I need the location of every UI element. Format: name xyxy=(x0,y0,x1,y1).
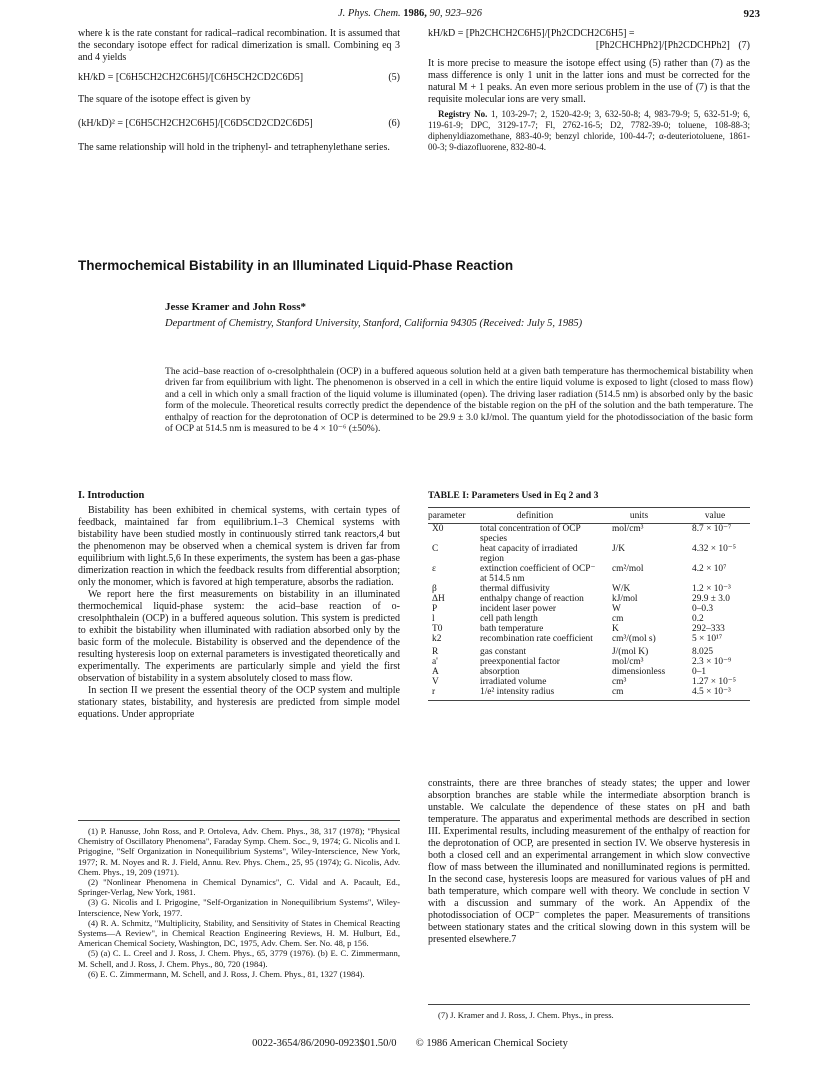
table-cell: gas constant xyxy=(480,647,527,657)
table-cell: β xyxy=(432,584,437,594)
paragraph: Bistability has been exhibited in chemical systems, with certain types of feedback, maintained far from equilibrium.1–3 Chemical systems with bistability have been studied mostly in continuously stirred tank reactors,4 but the phenomenon may be observed when a chemical system is driven far from equilibrium with light.5,6 In these experiments, the system has been a gas-phase dimerization reaction in which the feedback results from differential absorption; only the monomer, which is favored at high temperature, absorbs the radiation. xyxy=(78,505,400,588)
table-cell: heat capacity of irradiated region xyxy=(480,544,578,564)
table-row xyxy=(428,687,750,697)
table-cell: absorption xyxy=(480,667,520,677)
table-cell: incident laser power xyxy=(480,604,557,614)
table-cell: cm³ xyxy=(612,677,627,687)
paragraph: The square of the isotope effect is given by xyxy=(78,94,251,105)
equation-7-line-1: kH/kD = [Ph2CHCH2C6H5]/[Ph2CDCH2C6H5] = xyxy=(428,28,635,39)
table-row xyxy=(428,624,750,634)
table-cell: 29.9 ± 3.0 xyxy=(692,594,730,604)
table-cell: 1.27 × 10⁻⁵ xyxy=(692,677,736,687)
table-cell: irradiated volume xyxy=(480,677,547,687)
table-header-row xyxy=(428,511,750,521)
table-cell: recombination rate coefficient xyxy=(480,634,593,644)
equation-7-line-2 xyxy=(428,40,750,52)
table-cell: 2.3 × 10⁻⁹ xyxy=(692,657,732,667)
table-cell: 1/e² intensity radius xyxy=(480,687,555,697)
footnotes-left xyxy=(78,826,400,979)
column-header: parameter xyxy=(428,511,466,521)
footnote: (1) P. Hanusse, John Ross, and P. Ortoleva, Adv. Chem. Phys., 38, 317 (1978); "Physical Chemistry of Oscillatory Phenomena", Faraday Symp. Chem. Soc., 9, 1974; G. Nicolis and I. Prigogine, "Self Organization in Nonequilibrium Systems", Wiley-Interscience, New York, 1977; R. M. Noyes and R. J. Field, Annu. Rev. Phys. Chem., 25, 95 (1974); G. Nicolis, Adv. Chem. Phys., 19, 209 (1971). xyxy=(78,826,400,877)
table-cell: J/K xyxy=(612,544,626,554)
table-cell: ε xyxy=(432,564,436,574)
page-footer xyxy=(0,1038,820,1049)
table-cell: ΔH xyxy=(432,594,445,604)
article-authors: Jesse Kramer and John Ross* xyxy=(165,301,306,313)
table-row xyxy=(428,524,750,544)
column-header: value xyxy=(704,511,726,521)
table-cell: r xyxy=(432,687,436,697)
table-cell: 1.2 × 10⁻³ xyxy=(692,584,731,594)
table-row xyxy=(428,544,750,564)
table-row xyxy=(428,614,750,624)
table-cell: K xyxy=(612,624,619,634)
footnote: (3) G. Nicolis and I. Prigogine, "Self-Organization in Nonequilibrium Systems", Wiley-Interscience, New York, 1977. xyxy=(78,897,400,918)
footnote: (2) "Nonlinear Phenomena in Chemical Dynamics", C. Vidal and A. Pacault, Ed., Springer-Verlag, New York, 1981. xyxy=(78,877,400,898)
table-cell: T0 xyxy=(432,624,443,634)
table-cell: cm³/(mol s) xyxy=(612,634,656,644)
table-cell: cm xyxy=(612,687,624,697)
journal-year: 1986, xyxy=(403,8,427,19)
introduction-column xyxy=(78,490,400,721)
registry-numbers xyxy=(428,109,750,153)
table-cell: X0 xyxy=(432,524,444,534)
article-code: 0022-3654/86/2090-0923$01.50/0 xyxy=(252,1038,397,1049)
table-cell: 4.32 × 10⁻⁵ xyxy=(692,544,736,554)
footnotes-right xyxy=(428,1010,750,1020)
table-row xyxy=(428,564,750,584)
table-row xyxy=(428,657,750,667)
column-header: units xyxy=(629,511,649,521)
table-cell: 8.7 × 10⁻⁷ xyxy=(692,524,732,534)
column-header: definition xyxy=(516,511,554,521)
journal-pages: 923–926 xyxy=(445,8,483,19)
table-cell: cm xyxy=(612,614,624,624)
paragraph: constraints, there are three branches of steady states; the upper and lower absorption branches are stable while the intermediate absorption branch is unstable. We calculate the dependence of these states on pH and bath temperature. The apparatus and experimental methods are described in section III. Experimental results, including measurement of the enthalpy of reaction for the deprotonation of OCP, are presented in section IV. We observe hysteresis in both a closed cell and an experimental arrangement in which slow convective flow of mass between the illuminated and nonilluminated regions is permitted. In the second case, hysteresis loops are measured for various values of pH and bath temperature, which compare well with theory. We conclude in section V with a discussion and summary of the work. An Appendix of the photodissociation of OCP⁻ completes the paper. Measurements of transitions between stationary states and the critical slowing down in this system will be presented elsewhere.7 xyxy=(428,778,750,945)
table-cell: a' xyxy=(432,657,438,667)
paragraph: where k is the rate constant for radical–radical recombination. It is assumed that the secondary isotope effect for radical dimerization is small. Combining eq 3 and 4 yields xyxy=(78,28,400,63)
equation-text: kH/kD = [C6H5CH2CH2C6H5]/[C6H5CH2CD2C6D5] xyxy=(78,72,304,83)
table-cell: P xyxy=(432,604,438,614)
footnote: (5) (a) C. L. Creel and J. Ross, J. Chem. Phys., 65, 3779 (1976). (b) E. C. Zimmermann, M. Schell, and J. Ross, J. Chem. Phys., 80, 720 (1984). xyxy=(78,948,400,969)
page-number: 923 xyxy=(743,8,760,20)
equation-number: (7) xyxy=(738,40,750,51)
footnote: (7) J. Kramer and J. Ross, J. Chem. Phys., in press. xyxy=(438,1010,614,1020)
table-caption: TABLE I: Parameters Used in Eq 2 and 3 xyxy=(428,490,599,501)
table-row xyxy=(428,644,750,657)
table-row xyxy=(428,604,750,614)
table-cell: R xyxy=(432,647,439,657)
table-cell: 0–1 xyxy=(692,667,707,677)
copyright: © 1986 American Chemical Society xyxy=(415,1038,568,1049)
table-cell: dimensionless xyxy=(612,667,666,677)
table-1 xyxy=(428,490,750,701)
table-cell: k2 xyxy=(432,634,442,644)
table-row xyxy=(428,634,750,644)
paragraph: The same relationship will hold in the triphenyl- and tetraphenylethane series. xyxy=(78,142,390,153)
equation-6 xyxy=(78,118,400,130)
equation-text: (kH/kD)² = [C6H5CH2CH2C6H5]/[C6D5CD2CD2C6D5] xyxy=(78,118,313,129)
equation-number: (5) xyxy=(388,72,400,83)
table-cell: 0.2 xyxy=(692,614,704,624)
table-row xyxy=(428,594,750,604)
table-row xyxy=(428,677,750,687)
table-cell: A xyxy=(432,667,439,677)
table-cell: preexponential factor xyxy=(480,657,560,667)
prev-article-right-column xyxy=(428,28,750,153)
journal-name: J. Phys. Chem. xyxy=(337,8,401,19)
table-cell: bath temperature xyxy=(480,624,544,634)
prev-article-left-column xyxy=(78,28,400,154)
table-cell: 8.025 xyxy=(692,647,714,657)
table-cell: 292–333 xyxy=(692,624,725,634)
table-cell: extinction coefficient of OCP⁻ at 514.5 nm xyxy=(480,564,596,584)
section-heading: I. Introduction xyxy=(78,490,145,501)
table-cell: kJ/mol xyxy=(612,594,638,604)
article-affiliation: Department of Chemistry, Stanford University, Stanford, California 94305 (Received: July 5, 1985) xyxy=(165,318,583,329)
table-top-rule xyxy=(428,507,750,508)
table-cell: enthalpy change of reaction xyxy=(480,594,584,604)
table-cell: W/K xyxy=(612,584,631,594)
footnote: (6) E. C. Zimmermann, M. Schell, and J. Ross, J. Chem. Phys., 81, 1327 (1984). xyxy=(88,968,365,979)
registry-text: 1, 103-29-7; 2, 1520-42-9; 3, 632-50-8; 4, 983-79-9; 5, 632-51-9; 6, 119-61-9; DPC, 3129-17-7; Fl, 2762-16-5; D2, 7782-39-0; toluene, 108-88-3; diphenyldiazomethane, 883-40-9; benzyl chloride, 100-44-7; α-deuteriotoluene, 1861-00-3; 9-diazofluorene, 832-80-4. xyxy=(428,109,750,152)
table-cell: W xyxy=(612,604,621,614)
footnote: (4) R. A. Schmitz, "Multiplicity, Stability, and Sensitivity of States in Chemical Reacting Systems—A Review", in Chemical Reaction Engineering Reviews, H. M. Hulburt, Ed., American Chemical Society, Washington, DC, 1975, Adv. Chem. Ser. No. 48, p 156. xyxy=(78,917,400,949)
equation-5 xyxy=(78,72,400,84)
intro-continuation-column xyxy=(428,778,750,946)
article-title: Thermochemical Bistability in an Illuminated Liquid-Phase Reaction xyxy=(78,258,514,273)
footnote-rule xyxy=(428,1004,750,1005)
table-row xyxy=(428,584,750,594)
table-cell: J/(mol K) xyxy=(612,647,649,657)
table-cell: total concentration of OCP species xyxy=(480,524,581,544)
table-cell: mol/cm³ xyxy=(612,657,644,667)
table-cell: 4.5 × 10⁻³ xyxy=(692,687,731,697)
abstract: The acid–base reaction of o-cresolphthalein (OCP) in a buffered aqueous solution held at a given bath temperature has thermochemical bistability when driven far from equilibrium with light. The phenomenon is observed in a cell in which the entire liquid volume is exposed to light (closed to mass flow) and a cell in which only a small fraction of the liquid volume is illuminated (open). The driving laser radiation (514.5 nm) is absorbed only by the basic form of the molecule. Theoretical results correctly predict the dependence of the bistable region on the pH of the solution and the bath temperature. The enthalpy of reaction for the deprotonation of OCP is determined to be 29.9 ± 3.0 kJ/mol. The quantum yield for the photodissociation of the basic form of OCP at 514.5 nm is measured to be 4 × 10⁻⁶ (±50%). xyxy=(165,366,753,435)
registry-label: Registry No. xyxy=(438,109,488,119)
table-cell: thermal diffusivity xyxy=(480,584,550,594)
table-cell: l xyxy=(432,614,435,624)
paragraph: We report here the first measurements on bistability in an illuminated thermochemical liquid-phase system: the acid–base reaction of o-cresolphthalein (OCP) in a buffered aqueous solution. This system is predicted to exhibit the bistability when illuminated with radiation absorbed only by the basic form of the molecule. Bistability is observed and the dependence of the resulting hysteresis loop on external parameters is investigated theoretically and experimentally. The experiments are particularly simple and yield the first observation of bistability in a system absolutely closed to mass flow. xyxy=(78,589,400,684)
table-cell: 5 × 10¹⁷ xyxy=(692,634,723,644)
equation-number: (6) xyxy=(388,118,400,129)
table-cell: V xyxy=(432,677,439,687)
footnote-rule xyxy=(78,820,400,821)
table-cell: cell path length xyxy=(480,614,538,624)
equation-text: [Ph2CHCHPh2]/[Ph2CDCHPh2] xyxy=(595,40,730,51)
table-cell: C xyxy=(432,544,439,554)
table-cell: 0–0.3 xyxy=(692,604,714,614)
journal-volume: 90, xyxy=(429,8,443,19)
running-header xyxy=(0,8,820,19)
paragraph: In section II we present the essential theory of the OCP system and multiple stationary states, bistability, and hysteresis are predicted from simple model equations. Under appropriate xyxy=(78,685,400,720)
parameter-table xyxy=(428,511,750,701)
paragraph: It is more precise to measure the isotope effect using (5) rather than (7) as the mass difference is only 1 unit in the latter ions and must be corrected for the natural M + 1 peaks. An even more serious problem in the use of (7) is that the requisite molecular ions are very small. xyxy=(428,58,750,105)
table-row xyxy=(428,667,750,677)
table-cell: 4.2 × 10⁷ xyxy=(692,564,727,574)
table-cell: mol/cm³ xyxy=(612,524,644,534)
table-cell: cm²/mol xyxy=(612,564,644,574)
